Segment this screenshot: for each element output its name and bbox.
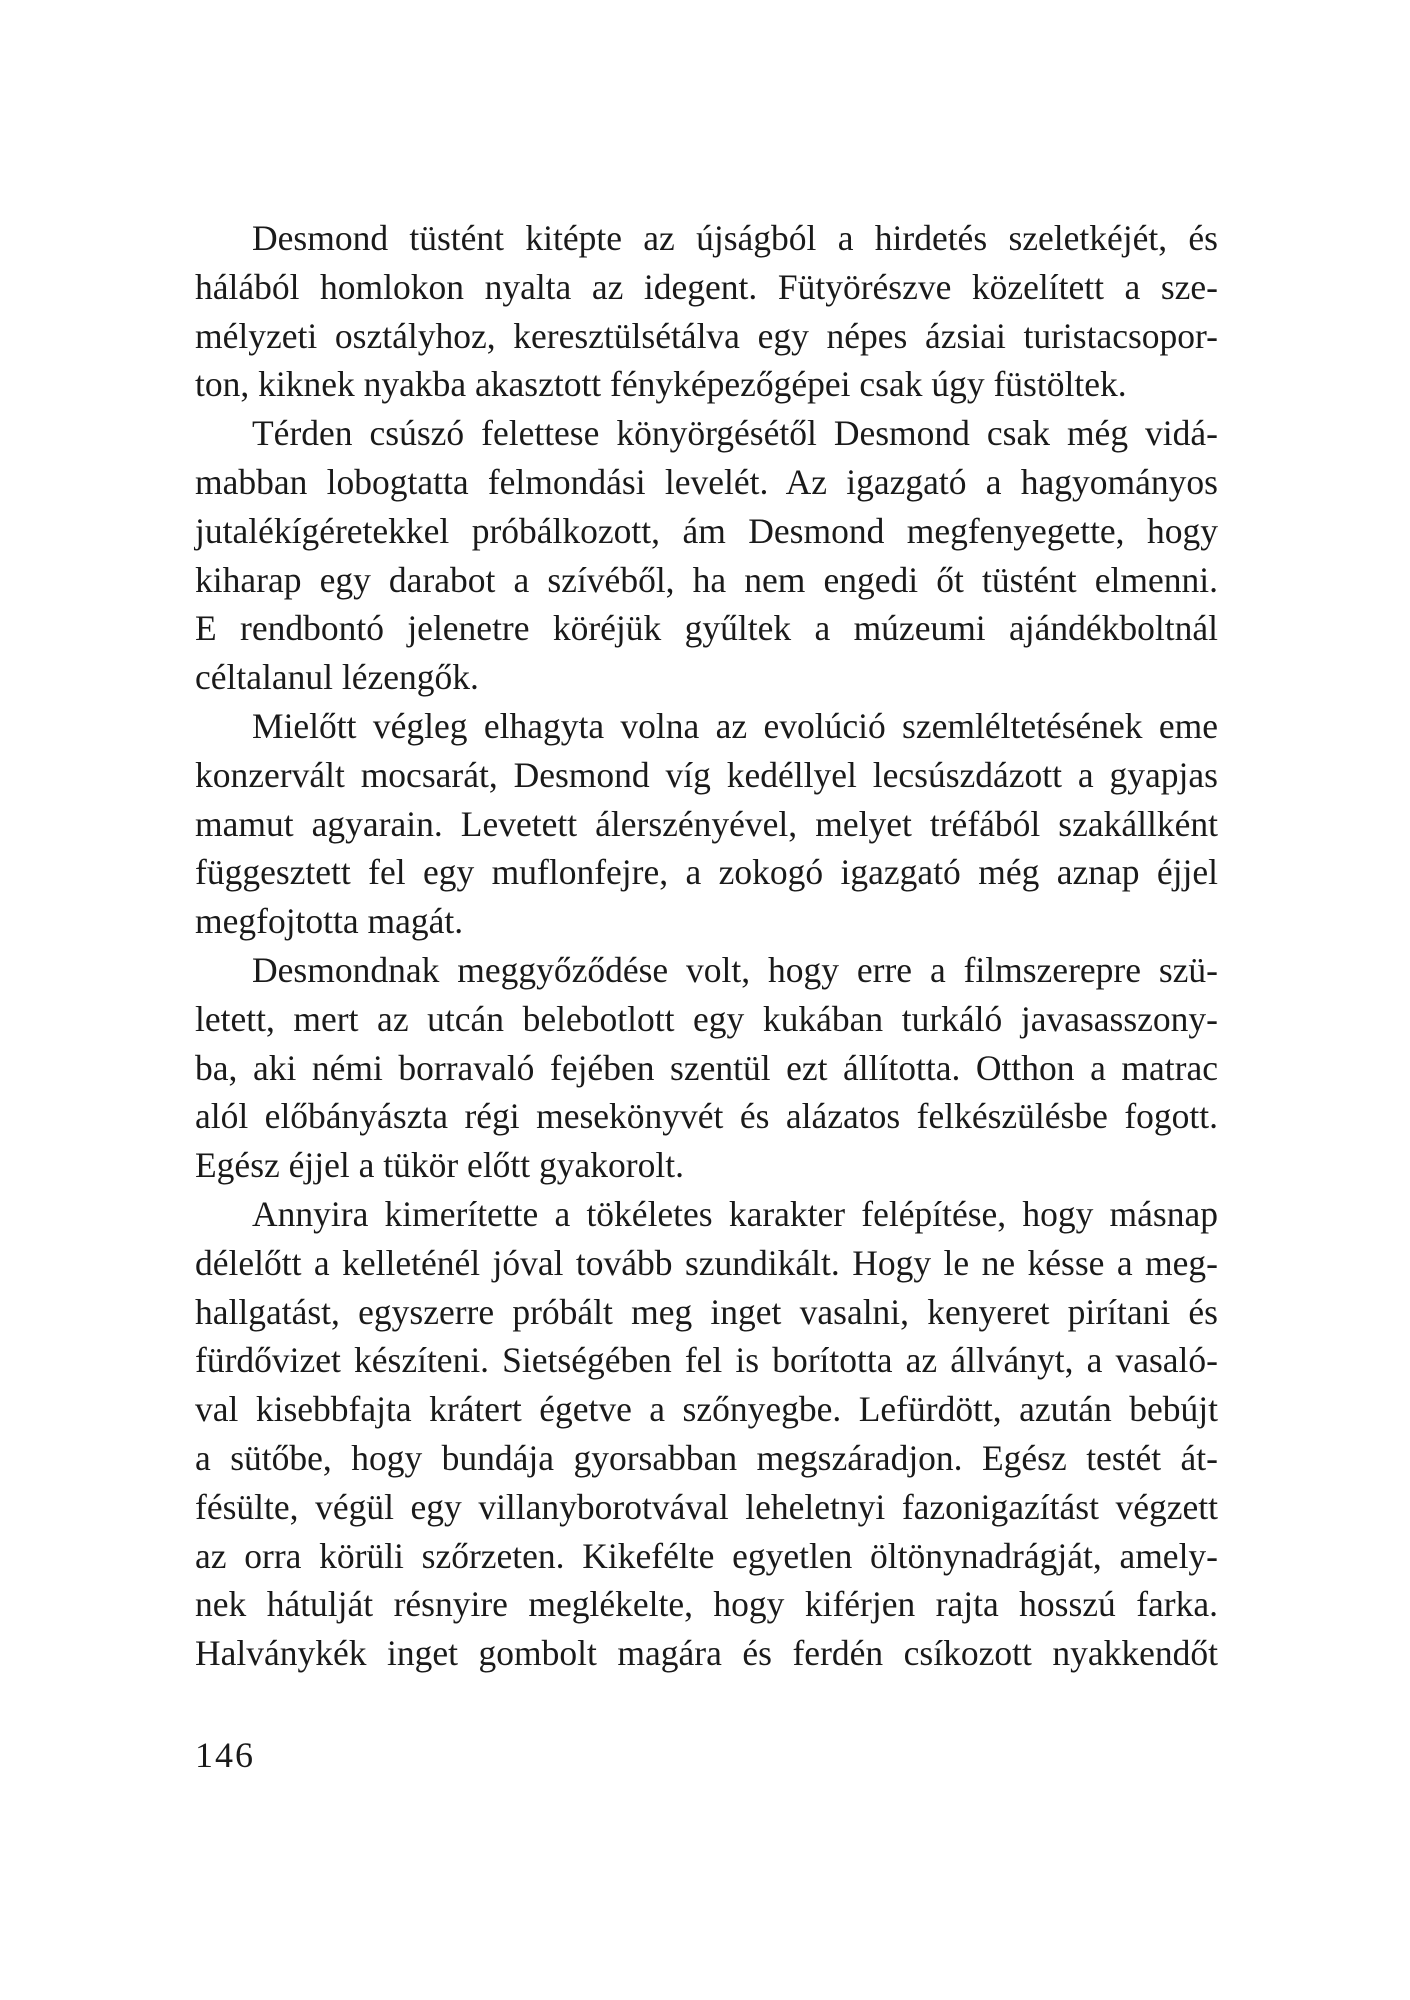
text-line: E rendbontó jelenetre köréjük gyűltek a múzeumi ajándékboltnál	[195, 608, 1218, 649]
text-line: ton, kiknek nyakba akasztott fényképezőgépei csak úgy füstöltek.	[195, 364, 1127, 405]
text-line: letett, mert az utcán belebotlott egy kukában turkáló javasasszony-	[195, 998, 1218, 1039]
text-line: konzervált mocsarát, Desmond víg kedéllyel lecsúszdázott a gyapjas	[195, 754, 1218, 795]
paragraph	[195, 1190, 1218, 1678]
text-line: hálából homlokon nyalta az idegent. Fütyörészve közelített a sze-	[195, 266, 1218, 307]
text-line: délelőtt a kelleténél jóval tovább szundikált. Hogy le ne késse a meg-	[195, 1242, 1218, 1283]
text-line: ba, aki némi borravaló fejében szentül ezt állította. Otthon a matrac	[195, 1047, 1218, 1088]
body-text	[195, 214, 1218, 1678]
text-line: mamut agyarain. Levetett álerszényével, melyet tréfából szakállként	[195, 803, 1218, 844]
text-line: alól előbányászta régi mesekönyvét és alázatos felkészülésbe fogott.	[195, 1096, 1218, 1137]
text-line: val kisebbfajta krátert égetve a szőnyegbe. Lefürdött, azután bebújt	[195, 1389, 1218, 1430]
paragraph	[195, 702, 1218, 946]
text-line: nek hátulját résnyire meglékelte, hogy kiférjen rajta hosszú farka.	[195, 1584, 1218, 1625]
text-line: Annyira kimerítette a tökéletes karakter felépítése, hogy másnap	[252, 1193, 1218, 1234]
text-line: Térden csúszó felettese könyörgésétől Desmond csak még vidá-	[252, 413, 1218, 454]
text-line: mélyzeti osztályhoz, keresztülsétálva egy népes ázsiai turistacsopor-	[195, 315, 1218, 356]
paragraph	[195, 214, 1218, 409]
text-line: hallgatást, egyszerre próbált meg inget vasalni, kenyeret pirítani és	[195, 1291, 1218, 1332]
paragraph	[195, 409, 1218, 702]
page-number: 146	[195, 1735, 255, 1775]
text-line: Halványkék inget gombolt magára és ferdén csíkozott nyakkendőt	[195, 1633, 1218, 1674]
paragraph	[195, 946, 1218, 1190]
text-line: a sütőbe, hogy bundája gyorsabban megszáradjon. Egész testét át-	[195, 1437, 1218, 1478]
text-line: fürdővizet készíteni. Sietségében fel is borította az állványt, a vasaló-	[195, 1340, 1218, 1381]
text-line: mabban lobogtatta felmondási levelét. Az igazgató a hagyományos	[195, 461, 1218, 502]
text-line: függesztett fel egy muflonfejre, a zokogó igazgató még aznap éjjel	[195, 852, 1218, 893]
text-line: fésülte, végül egy villanyborotvával leheletnyi fazonigazítást végzett	[195, 1486, 1218, 1527]
text-line: megfojtotta magát.	[195, 901, 464, 942]
text-line: céltalanul lézengők.	[195, 657, 479, 698]
text-line: jutalékígéretekkel próbálkozott, ám Desmond megfenyegette, hogy	[195, 510, 1218, 551]
text-line: Desmond tüstént kitépte az újságból a hirdetés szeletkéjét, és	[252, 218, 1218, 258]
text-line: kiharap egy darabot a szívéből, ha nem engedi őt tüstént elmenni.	[195, 559, 1218, 600]
text-line: Egész éjjel a tükör előtt gyakorolt.	[195, 1145, 684, 1186]
text-line: Desmondnak meggyőződése volt, hogy erre a filmszerepre szü-	[252, 949, 1218, 990]
text-line: Mielőtt végleg elhagyta volna az evolúció szemléltetésének eme	[252, 705, 1218, 746]
text-line: az orra körüli szőrzeten. Kikefélte egyetlen öltönynadrágját, amely-	[195, 1535, 1218, 1576]
